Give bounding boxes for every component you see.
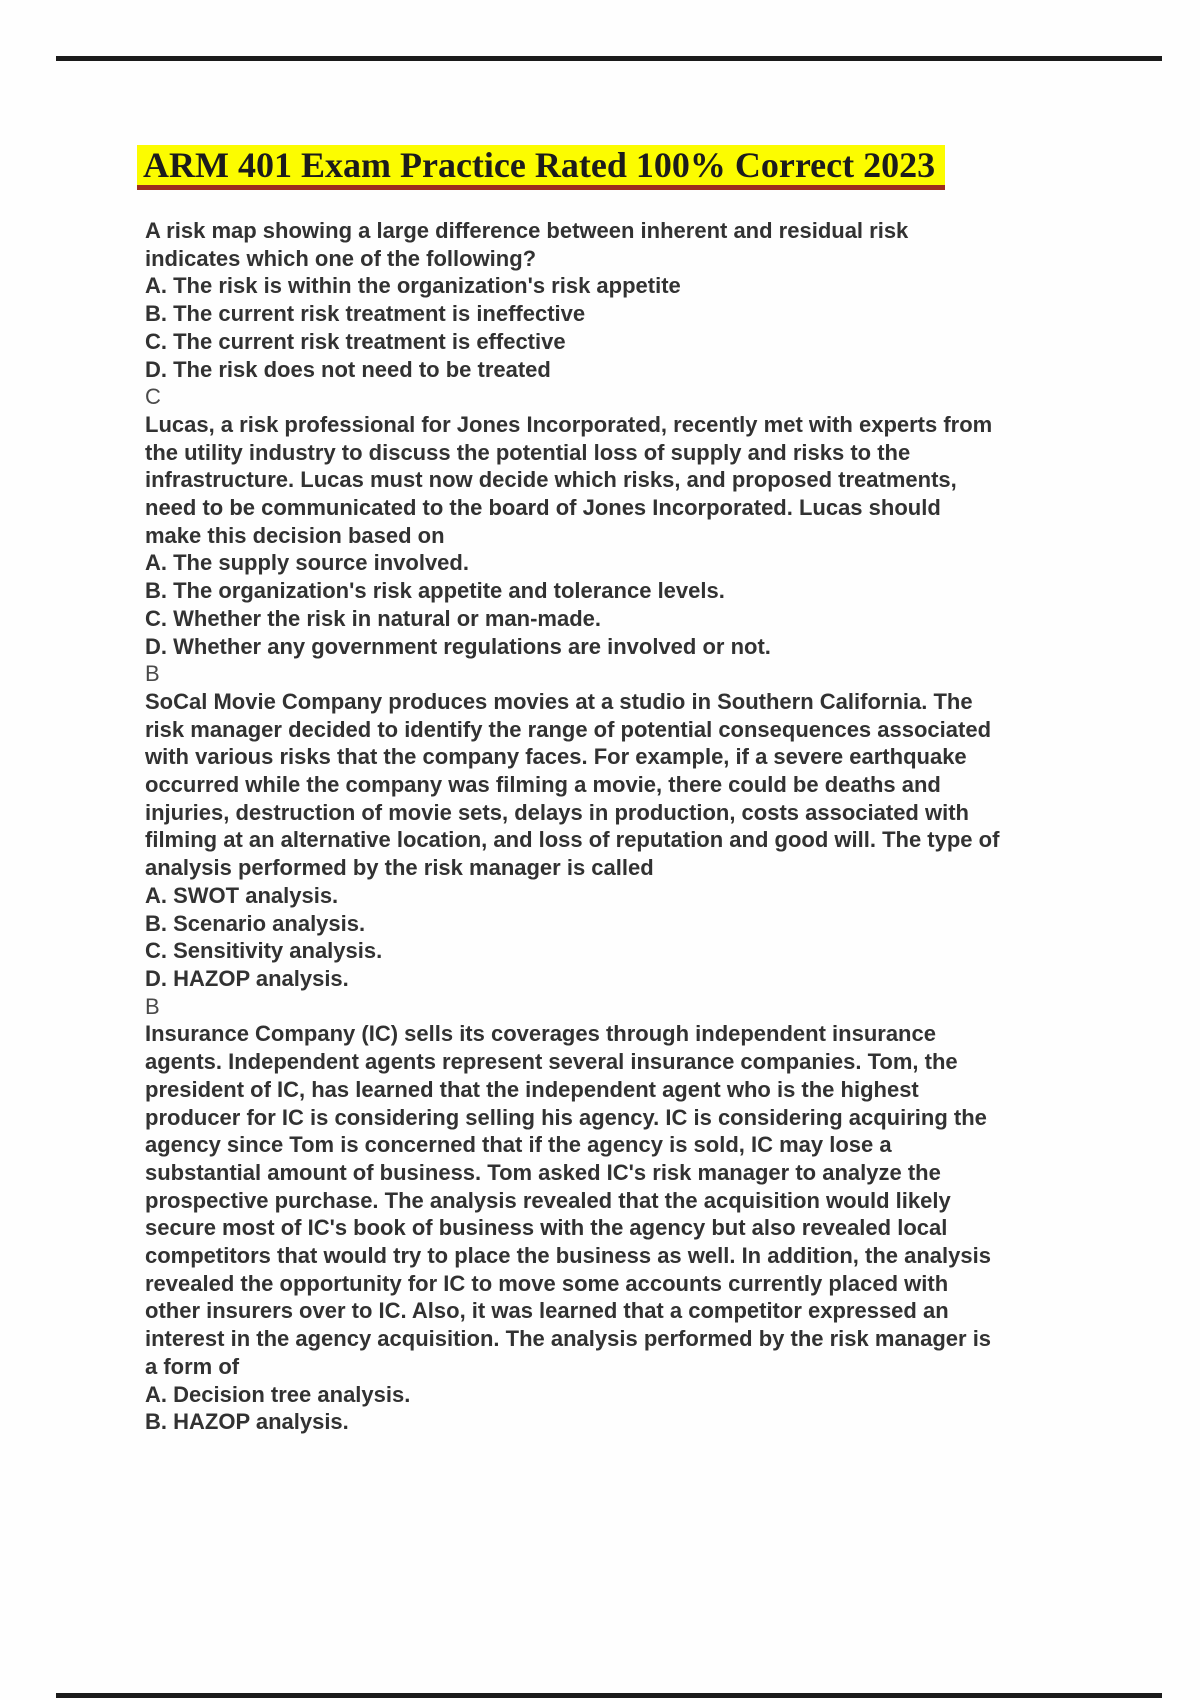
question-text-line: make this decision based on — [145, 522, 445, 548]
question-block — [145, 688, 1130, 1020]
question-text-line: prospective purchase. The analysis revealed that the acquisition would likely — [145, 1187, 951, 1213]
question-text-line: Insurance Company (IC) sells its coverages through independent insurance — [145, 1021, 936, 1047]
answer-text: B — [145, 993, 160, 1019]
option-a: A. The supply source involved. — [145, 550, 469, 576]
question-text-line: competitors that would try to place the business as well. In addition, the analysis — [145, 1243, 991, 1269]
question-text-line: A risk map showing a large difference between inherent and residual risk — [145, 218, 909, 243]
question-text-line: agents. Independent agents represent several insurance companies. Tom, the — [145, 1049, 958, 1075]
page-title — [137, 145, 945, 190]
question-text-line: infrastructure. Lucas must now decide which risks, and proposed treatments, — [145, 467, 957, 493]
question-text-line: a form of — [145, 1353, 240, 1379]
option-a: A. Decision tree analysis. — [145, 1381, 411, 1407]
question-text-line: revealed the opportunity for IC to move some accounts currently placed with — [145, 1270, 949, 1296]
bottom-rule — [56, 1693, 1162, 1698]
answer-text: B — [145, 661, 160, 687]
question-text-line: injuries, destruction of movie sets, delays in production, costs associated with — [145, 799, 969, 825]
question-text-line: president of IC, has learned that the independent agent who is the highest — [145, 1076, 919, 1102]
option-d: D. HAZOP analysis. — [145, 965, 349, 991]
option-b: B. Scenario analysis. — [145, 910, 366, 936]
option-b: B. The organization's risk appetite and tolerance levels. — [145, 578, 725, 604]
option-b: B. HAZOP analysis. — [145, 1409, 349, 1435]
option-d: D. Whether any government regulations are involved or not. — [145, 633, 771, 659]
option-c: C. The current risk treatment is effective — [145, 328, 566, 354]
question-text-line: indicates which one of the following? — [145, 245, 537, 271]
question-text-line: agency since Tom is concerned that if the agency is sold, IC may lose a — [145, 1132, 892, 1158]
answer-text: C — [145, 384, 161, 410]
top-rule — [56, 56, 1162, 61]
question-text-line: with various risks that the company faces. For example, if a severe earthquake — [145, 744, 967, 770]
page-title-highlight: ARM 401 Exam Practice Rated 100% Correct 2023 — [137, 145, 945, 190]
question-text-line: other insurers over to IC. Also, it was learned that a competitor expressed an — [145, 1298, 949, 1324]
question-text-line: filming at an alternative location, and loss of reputation and good will. The type of — [145, 827, 1000, 853]
question-block — [145, 1020, 1130, 1436]
option-a: A. SWOT analysis. — [145, 882, 339, 908]
question-text-line: risk manager decided to identify the range of potential consequences associated — [145, 716, 992, 742]
question-block — [145, 411, 1130, 688]
question-text-line: occurred while the company was filming a movie, there could be deaths and — [145, 772, 941, 798]
question-text-line: analysis performed by the risk manager is called — [145, 855, 654, 881]
questions-body — [145, 217, 1130, 1436]
question-text-line: need to be communicated to the board of Jones Incorporated. Lucas should — [145, 495, 941, 521]
option-c: C. Whether the risk in natural or man-made. — [145, 605, 601, 631]
question-text-line: secure most of IC's book of business with the agency but also revealed local — [145, 1215, 948, 1241]
question-text-line: the utility industry to discuss the potential loss of supply and risks to the — [145, 439, 911, 465]
question-text-line: Lucas, a risk professional for Jones Incorporated, recently met with experts from — [145, 411, 993, 437]
option-b: B. The current risk treatment is ineffective — [145, 301, 586, 327]
question-text-line: SoCal Movie Company produces movies at a studio in Southern California. The — [145, 688, 973, 714]
option-a: A. The risk is within the organization's risk appetite — [145, 273, 681, 299]
question-text-line: substantial amount of business. Tom asked IC's risk manager to analyze the — [145, 1159, 941, 1185]
question-block — [145, 217, 1130, 411]
option-c: C. Sensitivity analysis. — [145, 938, 383, 964]
option-d: D. The risk does not need to be treated — [145, 356, 551, 382]
question-text-line: interest in the agency acquisition. The analysis performed by the risk manager is — [145, 1326, 992, 1352]
question-text-line: producer for IC is considering selling his agency. IC is considering acquiring the — [145, 1104, 987, 1130]
